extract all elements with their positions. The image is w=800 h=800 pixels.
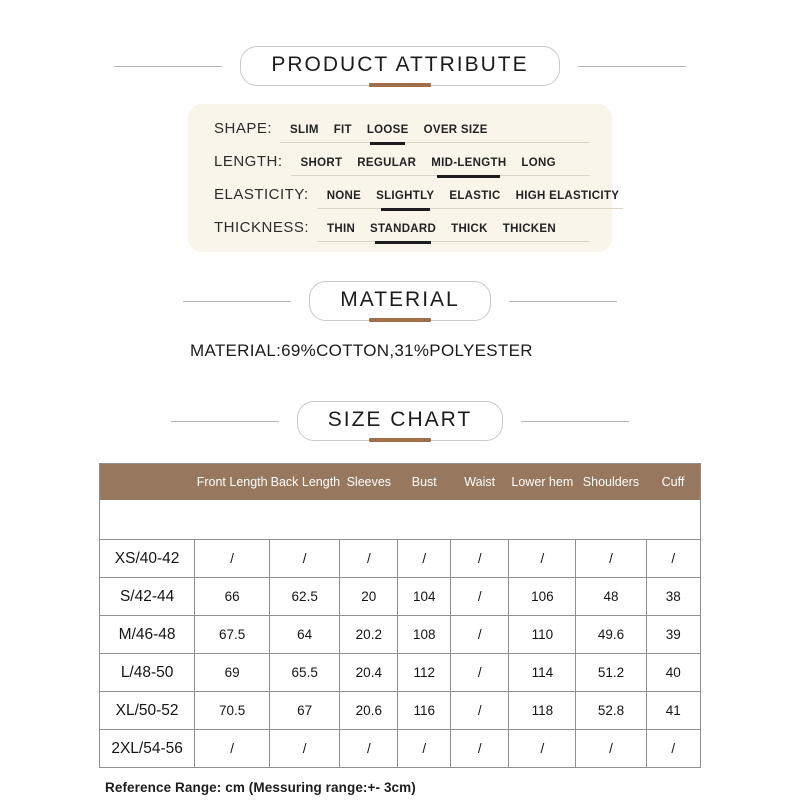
column-header: Waist <box>451 464 509 500</box>
value-cell: / <box>509 730 576 768</box>
material-composition-text: MATERIAL:69%COTTON,31%POLYESTER <box>190 341 533 360</box>
value-cell: 49.6 <box>576 616 646 654</box>
attribute-row <box>214 219 590 242</box>
column-header: Sleeves <box>340 464 398 500</box>
material-title-box <box>309 281 490 321</box>
decorative-line-right <box>509 301 617 302</box>
material-title: MATERIAL <box>340 288 460 311</box>
table-row <box>100 654 700 692</box>
size-cell: 2XL/54-56 <box>100 730 195 768</box>
value-cell: / <box>451 578 509 616</box>
value-cell: 110 <box>509 616 576 654</box>
decorative-line-left <box>183 301 291 302</box>
size-cell: XL/50-52 <box>100 692 195 730</box>
value-cell: / <box>270 540 340 578</box>
value-cell: 20 <box>340 578 398 616</box>
value-cell: 39 <box>646 616 700 654</box>
attribute-option: REGULAR <box>357 157 417 169</box>
value-cell: / <box>451 654 509 692</box>
value-cell: 38 <box>646 578 700 616</box>
size-chart-table-wrap <box>99 463 701 768</box>
table-row <box>100 578 700 616</box>
decorative-line-right <box>521 421 629 422</box>
value-cell: 69 <box>195 654 270 692</box>
table-header-row <box>100 464 700 500</box>
spacer-cell <box>100 500 700 540</box>
title-underline-bar <box>369 83 431 87</box>
value-cell: / <box>646 540 700 578</box>
attribute-options <box>317 223 590 242</box>
value-cell: / <box>451 540 509 578</box>
value-cell: 116 <box>398 692 451 730</box>
attribute-option: SLIM <box>290 124 319 136</box>
value-cell: 41 <box>646 692 700 730</box>
value-cell: / <box>509 540 576 578</box>
attribute-row <box>214 153 590 176</box>
value-cell: 66 <box>195 578 270 616</box>
size-chart-title: SIZE CHART <box>327 408 473 431</box>
attribute-options <box>291 157 590 176</box>
product-attribute-header <box>0 46 800 86</box>
product-attribute-title-box <box>240 46 559 86</box>
value-cell: / <box>195 540 270 578</box>
value-cell: / <box>398 730 451 768</box>
decorative-line-right <box>578 66 686 67</box>
value-cell: 114 <box>509 654 576 692</box>
column-header <box>100 464 195 500</box>
attribute-option: OVER SIZE <box>423 124 488 136</box>
value-cell: 51.2 <box>576 654 646 692</box>
attribute-options <box>280 124 590 143</box>
value-cell: / <box>451 730 509 768</box>
value-cell: / <box>576 540 646 578</box>
attribute-options <box>317 190 623 209</box>
attribute-option: THIN <box>327 223 356 235</box>
attribute-label: ELASTICITY: <box>214 186 309 203</box>
column-header: Shoulders <box>576 464 646 500</box>
attribute-row <box>214 186 620 209</box>
column-header: Front Length <box>195 464 270 500</box>
value-cell: / <box>195 730 270 768</box>
size-chart-title-box <box>297 401 503 441</box>
attribute-option: HIGH ELASTICITY <box>515 190 620 202</box>
value-cell: 64 <box>270 616 340 654</box>
material-header <box>0 281 800 321</box>
reference-range-note: Reference Range: cm (Messuring range:+- 3cm) <box>105 780 416 795</box>
column-header: Bust <box>398 464 451 500</box>
value-cell: / <box>646 730 700 768</box>
attribute-option: NONE <box>326 190 362 202</box>
attribute-label: SHAPE: <box>214 120 273 137</box>
attribute-option: THICK <box>451 223 488 235</box>
value-cell: 48 <box>576 578 646 616</box>
table-row <box>100 616 700 654</box>
attribute-option: THICKEN <box>502 223 556 235</box>
attribute-option-selected: STANDARD <box>370 223 437 235</box>
table-row <box>100 692 700 730</box>
value-cell: 20.4 <box>340 654 398 692</box>
column-header: Back Length <box>270 464 340 500</box>
size-chart-table <box>100 464 700 767</box>
attribute-option: SHORT <box>300 157 343 169</box>
decorative-line-left <box>171 421 279 422</box>
attribute-option-selected: MID-LENGTH <box>431 157 507 169</box>
spacer-row <box>100 500 700 540</box>
value-cell: / <box>576 730 646 768</box>
size-chart-header <box>0 401 800 441</box>
value-cell: 62.5 <box>270 578 340 616</box>
size-cell: XS/40-42 <box>100 540 195 578</box>
attribute-row <box>214 120 590 143</box>
attribute-option: FIT <box>333 124 352 136</box>
title-underline-bar <box>369 438 431 442</box>
value-cell: 67 <box>270 692 340 730</box>
value-cell: / <box>270 730 340 768</box>
value-cell: 106 <box>509 578 576 616</box>
column-header: Cuff <box>646 464 700 500</box>
size-cell: L/48-50 <box>100 654 195 692</box>
table-row <box>100 730 700 768</box>
attribute-option-selected: SLIGHTLY <box>376 190 435 202</box>
value-cell: 20.6 <box>340 692 398 730</box>
value-cell: / <box>340 540 398 578</box>
value-cell: 40 <box>646 654 700 692</box>
value-cell: 67.5 <box>195 616 270 654</box>
size-cell: M/46-48 <box>100 616 195 654</box>
column-header: Lower hem <box>509 464 576 500</box>
value-cell: 118 <box>509 692 576 730</box>
decorative-line-left <box>114 66 222 67</box>
value-cell: / <box>451 616 509 654</box>
size-cell: S/42-44 <box>100 578 195 616</box>
value-cell: / <box>451 692 509 730</box>
attribute-option-selected: LOOSE <box>366 124 409 136</box>
value-cell: 65.5 <box>270 654 340 692</box>
value-cell: 70.5 <box>195 692 270 730</box>
value-cell: 104 <box>398 578 451 616</box>
attribute-panel <box>188 104 620 252</box>
product-attribute-title: PRODUCT ATTRIBUTE <box>271 53 529 76</box>
attribute-label: LENGTH: <box>214 153 283 170</box>
value-cell: 52.8 <box>576 692 646 730</box>
title-underline-bar <box>369 318 431 322</box>
value-cell: 20.2 <box>340 616 398 654</box>
table-row <box>100 540 700 578</box>
attribute-label: THICKNESS: <box>214 219 310 236</box>
value-cell: / <box>340 730 398 768</box>
value-cell: 112 <box>398 654 451 692</box>
attribute-option: ELASTIC <box>449 190 501 202</box>
value-cell: / <box>398 540 451 578</box>
attribute-option: LONG <box>521 157 556 169</box>
value-cell: 108 <box>398 616 451 654</box>
